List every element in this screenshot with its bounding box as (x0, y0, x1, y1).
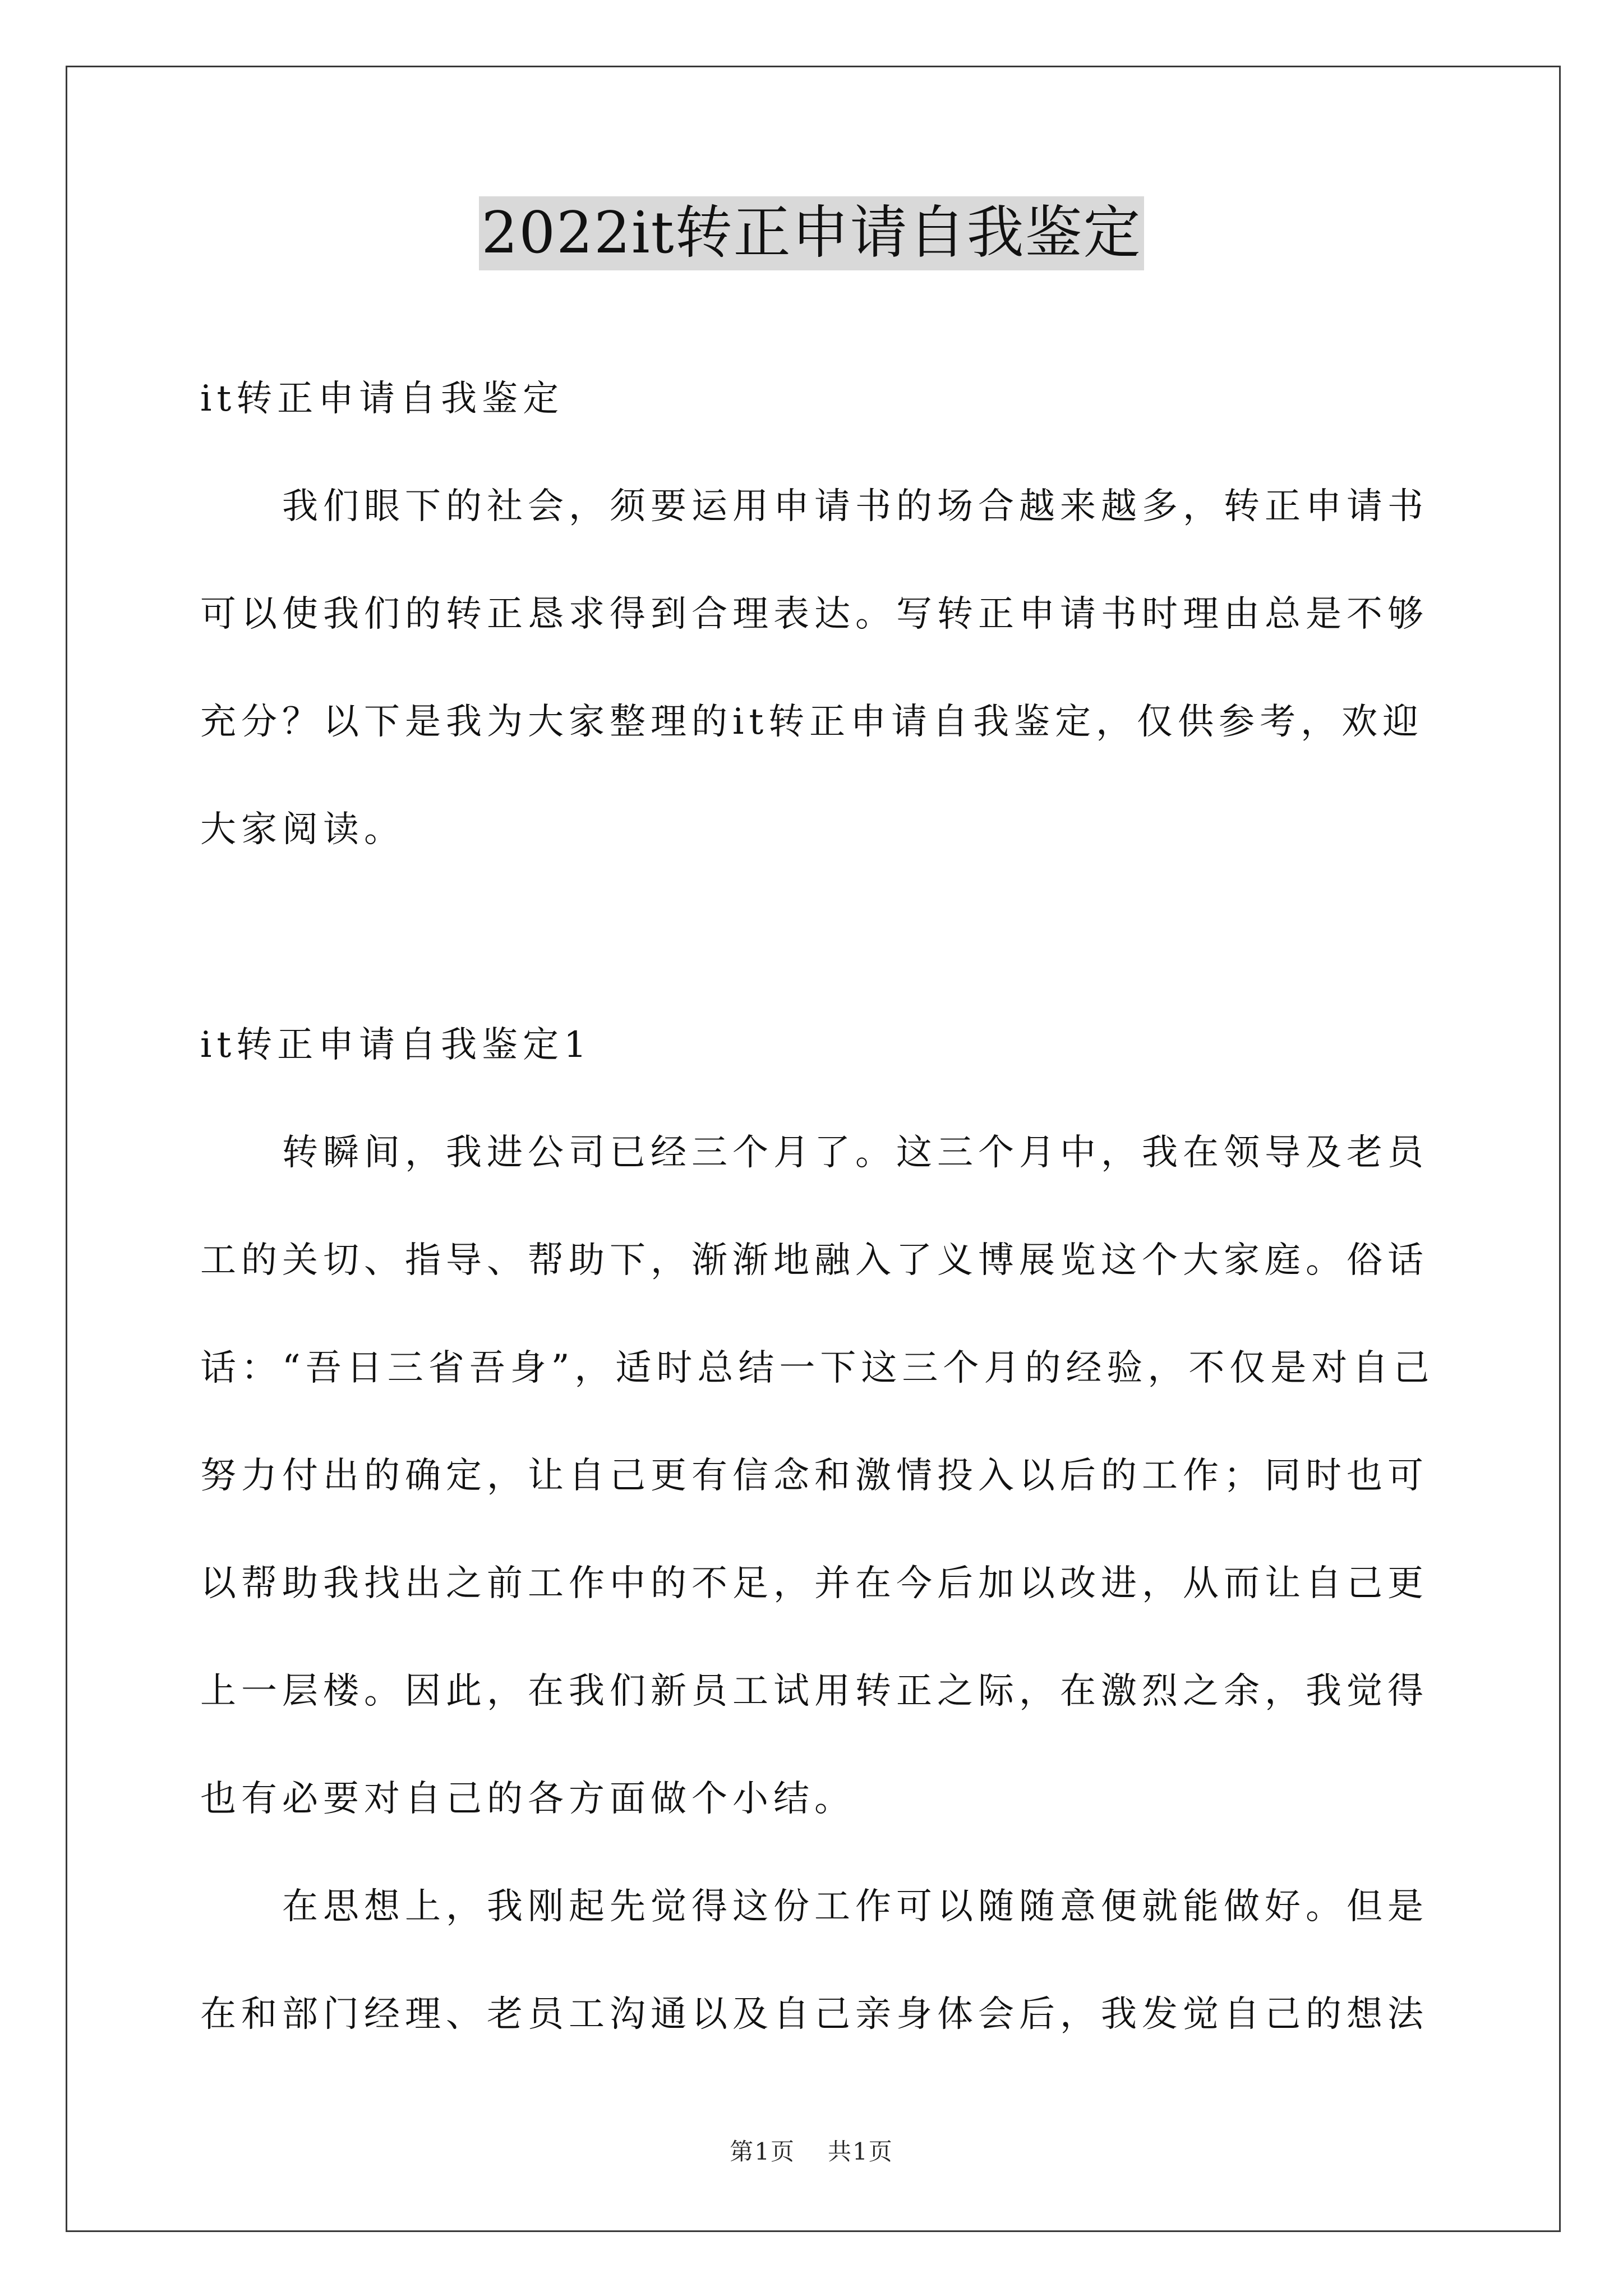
text-line: 在和部门经理、老员工沟通以及自己亲身体会后，我发觉自己的想法 (200, 1994, 1428, 2035)
text-line: 充分？以下是我为大家整理的it转正申请自我鉴定，仅供参考，欢迎 (200, 701, 1424, 743)
body-paragraph-1 (200, 1099, 1435, 1853)
document-body (200, 345, 1435, 2068)
section-heading-line: it转正申请自我鉴定1 (200, 1024, 592, 1066)
intro-heading-line: it转正申请自我鉴定 (200, 378, 564, 420)
text-line: 话：“吾日三省吾身”，适时总结一下这三个月的经验，不仅是对自己 (200, 1347, 1435, 1389)
intro-heading (200, 345, 1428, 453)
text-line: 也有必要对自己的各方面做个小结。 (200, 1778, 855, 1820)
text-line: 努力付出的确定，让自己更有信念和激情投入以后的工作；同时也可 (200, 1455, 1428, 1497)
paragraph-spacer (200, 884, 1428, 991)
text-line: 工的关切、指导、帮助下，渐渐地融入了义博展览这个大家庭。俗话 (200, 1240, 1428, 1281)
section-heading (200, 991, 1428, 1099)
body-paragraph-2 (200, 1853, 1428, 2068)
text-line: 大家阅读。 (200, 809, 405, 850)
text-line: 我们眼下的社会，须要运用申请书的场合越来越多，转正申请书 (200, 486, 1428, 527)
page-total: 共1页 (828, 2138, 893, 2165)
title-container (0, 196, 1623, 270)
text-line: 转瞬间，我进公司已经三个月了。这三个月中，我在领导及老员 (200, 1132, 1428, 1174)
text-line: 上一层楼。因此，在我们新员工试用转正之际，在激烈之余，我觉得 (200, 1671, 1428, 1712)
text-line: 可以使我们的转正恳求得到合理表达。写转正申请书时理由总是不够 (200, 593, 1428, 635)
document-title: 2022it转正申请自我鉴定 (479, 196, 1144, 270)
text-line: 在思想上，我刚起先觉得这份工作可以随随意便就能做好。但是 (200, 1886, 1428, 1927)
page-footer (0, 2135, 1623, 2169)
page-number: 第1页 (730, 2138, 795, 2165)
text-line: 以帮助我找出之前工作中的不足，并在今后加以改进，从而让自己更 (200, 1563, 1428, 1604)
intro-paragraph (200, 453, 1428, 884)
